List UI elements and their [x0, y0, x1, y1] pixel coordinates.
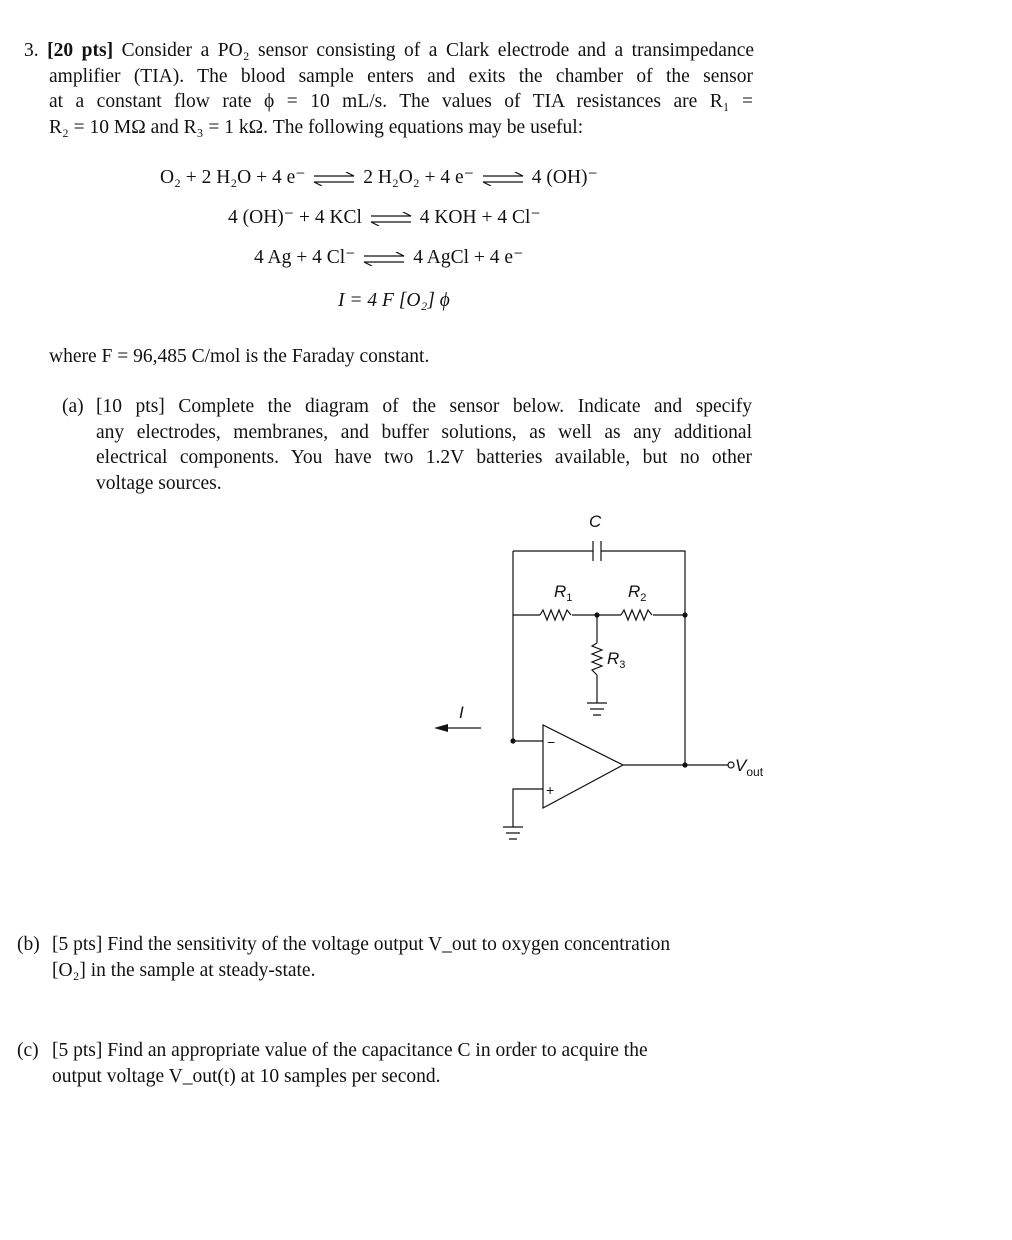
part-b-line-2: [O₂] in the sample at steady-state. — [52, 959, 316, 981]
junction-dot — [510, 738, 515, 743]
eq3-right: 4 AgCl + 4 e⁻ — [413, 247, 524, 268]
part-c-line-1 — [52, 1038, 712, 1064]
r1-label-letter: R — [554, 582, 567, 601]
problem-intro — [49, 64, 753, 141]
part-b-points: [5 pts] — [52, 934, 103, 955]
vout-label — [735, 756, 764, 779]
capacitor-top-wire — [513, 551, 685, 765]
intro-line-1 — [24, 38, 754, 64]
opamp-plus-label: + — [546, 782, 555, 798]
problem-header — [24, 38, 754, 64]
noninverting-input-wire — [513, 789, 543, 827]
r3-label-sub: 3 — [619, 659, 626, 671]
part-c-label: (c) — [17, 1040, 39, 1061]
ground-icon — [503, 827, 523, 839]
tia-circuit-diagram — [0, 500, 1012, 870]
faraday-note: where F = 96,485 C/mol is the Faraday constant. — [49, 346, 430, 367]
r3-label — [607, 649, 625, 671]
r3-resistor-icon — [592, 643, 602, 675]
junction-dot — [682, 762, 687, 767]
part-c-text-1: Find an appropriate value of the capacitance C in order to acquire the — [107, 1040, 648, 1061]
equation-2 — [228, 205, 541, 229]
r2-label-letter: R — [628, 582, 641, 601]
eq4-text: I = 4 F [O₂] ϕ — [338, 290, 450, 311]
r3-label-letter: R — [607, 649, 620, 668]
problem-points: [20 pts] — [47, 40, 114, 61]
part-b-label: (b) — [17, 934, 40, 955]
part-a-line-3: electrical components. You have two 1.2V batteries available, but no other — [96, 447, 752, 468]
part-a-line-1 — [96, 394, 752, 420]
equilibrium-arrow-icon — [362, 252, 406, 266]
eq2-right: 4 KOH + 4 Cl⁻ — [419, 207, 541, 228]
r2-label — [628, 582, 646, 604]
part-a-text — [96, 394, 752, 496]
output-terminal-icon — [728, 762, 734, 768]
eq1-left: O₂ + 2 H₂O + 4 e⁻ — [160, 167, 306, 188]
eq1-middle: 2 H₂O₂ + 4 e⁻ — [363, 167, 475, 188]
intro-text-1: Consider a PO₂ sensor consisting of a Clark electrode and a transimpedance — [121, 40, 755, 61]
intro-line-4: R₂ = 10 MΩ and R₃ = 1 kΩ. The following equations may be useful: — [49, 116, 584, 138]
equation-4 — [338, 290, 450, 312]
intro-line-3: at a constant flow rate ϕ = 10 mL/s. The values of TIA resistances are R₁ = — [49, 91, 753, 112]
part-b-line-1 — [52, 932, 712, 958]
part-c-text — [52, 1038, 712, 1089]
ground-icon — [587, 703, 607, 715]
part-a-text-1: Complete the diagram of the sensor below. Indicate and specify — [178, 396, 753, 417]
current-arrowhead-icon — [434, 724, 448, 732]
junction-dot — [594, 612, 599, 617]
part-b-text — [52, 932, 712, 983]
r1-label-sub: 1 — [566, 592, 573, 604]
capacitor-icon — [593, 541, 601, 561]
part-a-line-2: any electrodes, membranes, and buffer solutions, as well as any additional — [96, 421, 752, 443]
part-a-points: [10 pts] — [96, 396, 165, 417]
r2-resistor-icon — [621, 610, 652, 620]
part-a-line-4: voltage sources. — [96, 472, 222, 494]
equilibrium-arrow-icon — [369, 212, 413, 226]
eq3-left: 4 Ag + 4 Cl⁻ — [254, 247, 356, 268]
r1-resistor-icon — [540, 610, 571, 620]
part-b-text-1: Find the sensitivity of the voltage output V_out to oxygen concentration — [107, 934, 671, 955]
r1-label — [554, 582, 572, 604]
equilibrium-arrow-icon — [312, 172, 356, 186]
part-a-label: (a) — [62, 396, 84, 417]
eq1-right: 4 (OH)⁻ — [531, 167, 598, 188]
equation-1 — [160, 165, 598, 189]
capacitor-label: C — [589, 512, 602, 531]
junction-dot — [682, 612, 687, 617]
part-c-points: [5 pts] — [52, 1040, 103, 1061]
problem-number: 3. — [24, 40, 39, 61]
eq2-left: 4 (OH)⁻ + 4 KCl — [228, 207, 362, 228]
current-label: I — [459, 703, 464, 722]
vout-label-letter: V — [735, 756, 747, 775]
opamp-minus-label: − — [547, 734, 556, 750]
intro-line-2: amplifier (TIA). The blood sample enters and exits the chamber of the sensor — [49, 65, 753, 87]
vout-label-sub: out — [746, 765, 764, 779]
equation-3 — [254, 245, 523, 269]
r2-label-sub: 2 — [640, 592, 647, 604]
part-c-line-2: output voltage V_out(t) at 10 samples per second. — [52, 1065, 441, 1087]
equilibrium-arrow-icon — [481, 172, 525, 186]
